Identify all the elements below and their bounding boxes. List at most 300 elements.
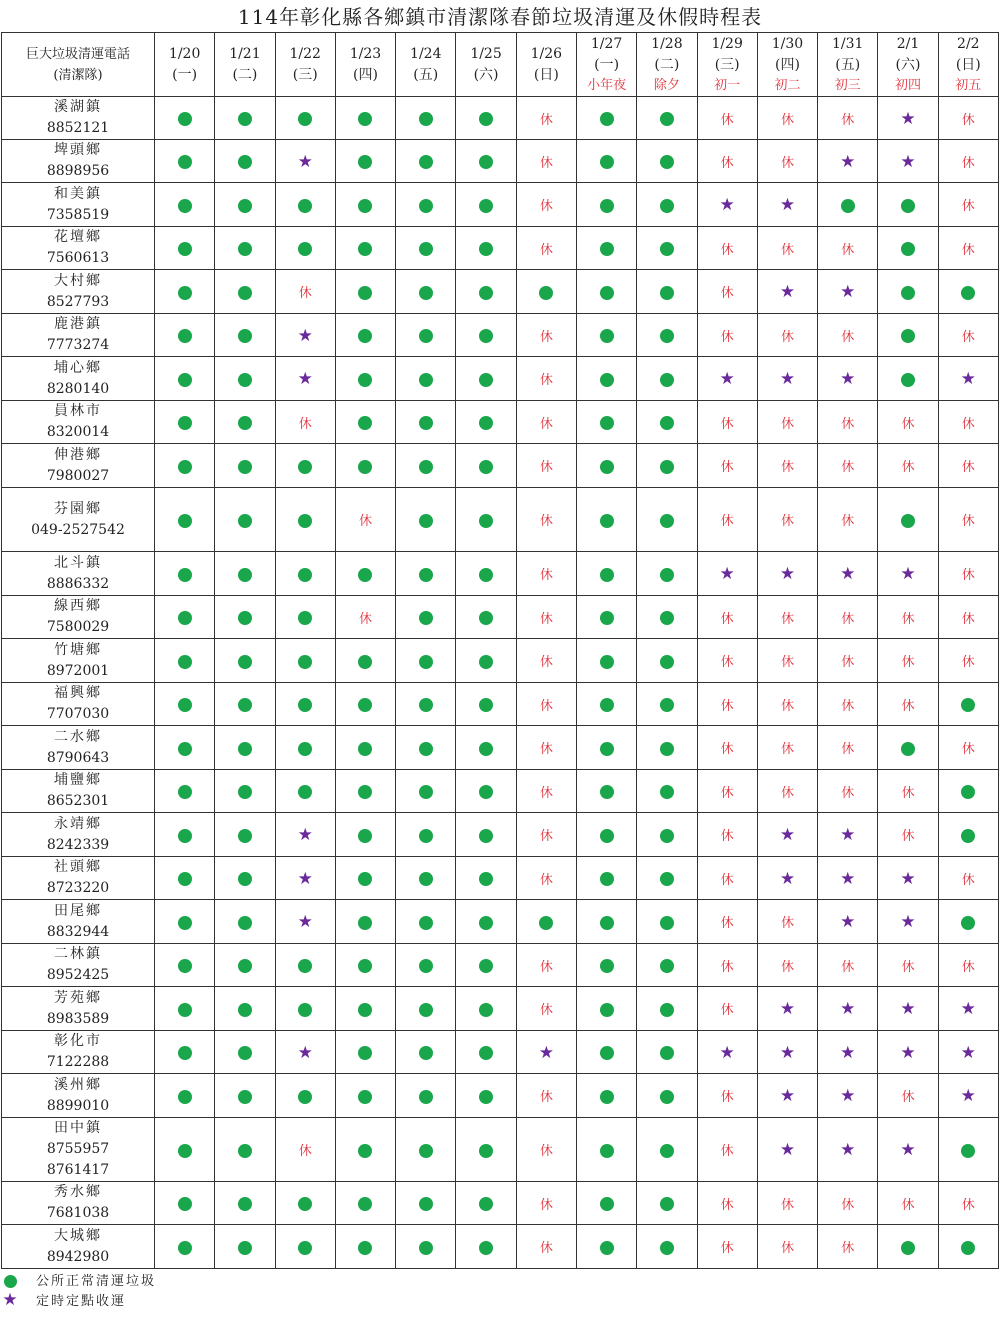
status-cell (637, 944, 697, 987)
dot-icon (600, 568, 614, 582)
dot-icon (4, 1275, 17, 1288)
rest-label: 休 (720, 872, 734, 888)
dot-icon (600, 829, 614, 843)
rest-label: 休 (720, 112, 734, 128)
status-cell (697, 488, 757, 552)
dot-icon (358, 959, 372, 973)
town-cell (2, 857, 155, 900)
status-cell (155, 227, 215, 270)
dot-icon (178, 611, 192, 625)
status-cell (516, 683, 576, 726)
status-cell (938, 1225, 998, 1269)
dot-icon (901, 329, 915, 343)
star-icon: ★ (840, 1140, 856, 1160)
status-cell (938, 639, 998, 683)
town-phone: 8852121 (46, 120, 110, 136)
town-name: 二林鎮 (54, 946, 102, 962)
status-cell (516, 444, 576, 488)
status-cell (576, 857, 636, 900)
town-name: 田中鎮 (54, 1120, 102, 1136)
status-cell (878, 270, 938, 314)
status-cell (938, 314, 998, 357)
status-cell (938, 401, 998, 444)
rest-label: 休 (961, 959, 975, 975)
status-cell (878, 1074, 938, 1118)
status-cell (878, 314, 938, 357)
status-cell (335, 97, 395, 140)
star-icon: ★ (2, 1290, 18, 1310)
status-cell (516, 1182, 576, 1225)
status-cell (576, 552, 636, 596)
rest-label: 休 (780, 1197, 794, 1213)
town-phone: 7580029 (46, 619, 110, 635)
town-cell (2, 314, 155, 357)
status-cell (697, 900, 757, 944)
star-icon: ★ (840, 912, 856, 932)
dot-icon (901, 199, 915, 213)
town-cell (2, 726, 155, 770)
status-cell (516, 183, 576, 227)
status-cell (757, 183, 817, 227)
star-icon: ★ (960, 1042, 976, 1063)
dot-icon (178, 568, 192, 582)
dot-icon (901, 286, 915, 300)
status-cell (456, 270, 516, 314)
header-date-label: 1/21 (229, 45, 261, 62)
status-cell (637, 183, 697, 227)
header-date-label: 1/28 (651, 36, 683, 52)
status-cell (335, 1182, 395, 1225)
rest-label: 休 (539, 514, 553, 529)
dot-icon (238, 199, 252, 213)
status-cell (215, 444, 275, 488)
status-cell (637, 444, 697, 488)
dot-icon (298, 742, 312, 756)
status-cell (938, 944, 998, 987)
status-cell (757, 987, 817, 1031)
status-cell (396, 1182, 456, 1225)
star-icon: ★ (779, 369, 796, 389)
town-row (2, 1118, 999, 1182)
status-cell (818, 900, 878, 944)
town-phone: 8899010 (46, 1097, 110, 1114)
header-date (456, 33, 516, 97)
legend-item (0, 1292, 300, 1312)
header-date-label: 1/29 (711, 36, 743, 52)
star-icon: ★ (719, 195, 735, 215)
star-icon: ★ (840, 868, 856, 889)
legend (0, 1272, 300, 1312)
status-cell (335, 813, 395, 857)
status-cell (335, 987, 395, 1031)
town-cell (2, 639, 155, 683)
status-cell (818, 1074, 878, 1118)
status-cell (818, 857, 878, 900)
dot-icon (238, 829, 252, 843)
status-cell (335, 1031, 395, 1074)
status-cell (456, 813, 516, 857)
star-icon: ★ (900, 151, 916, 172)
status-cell (335, 227, 395, 270)
legend-symbol (0, 1272, 20, 1292)
status-cell (818, 401, 878, 444)
rest-label: 休 (720, 514, 734, 529)
status-cell (757, 596, 817, 639)
status-cell (757, 1031, 817, 1074)
status-cell (275, 1031, 335, 1074)
status-cell (576, 813, 636, 857)
legend-text: 公所正常清運垃圾 (36, 1274, 157, 1289)
star-icon: ★ (900, 108, 916, 129)
status-cell (456, 314, 516, 357)
rest-label: 休 (358, 611, 372, 627)
rest-label: 休 (720, 416, 734, 432)
rest-label: 休 (901, 655, 915, 670)
dot-icon (238, 872, 252, 886)
status-cell (456, 1118, 516, 1182)
status-cell (215, 726, 275, 770)
status-cell (757, 444, 817, 488)
status-cell (576, 97, 636, 140)
star-icon: ★ (779, 825, 796, 845)
dot-icon (238, 1241, 252, 1255)
dot-icon (298, 1197, 312, 1211)
status-cell (878, 357, 938, 401)
dot-icon (479, 1090, 493, 1104)
town-phone: 7980027 (46, 467, 110, 484)
status-cell (155, 987, 215, 1031)
town-cell (2, 357, 155, 401)
dot-icon (479, 959, 493, 973)
status-cell (335, 444, 395, 488)
status-cell (516, 900, 576, 944)
dot-icon (358, 155, 372, 169)
town-row (2, 857, 999, 900)
rest-label: 休 (901, 959, 915, 975)
dot-icon (298, 698, 312, 712)
star-icon: ★ (779, 195, 796, 215)
town-cell (2, 683, 155, 726)
town-phone: 8972001 (46, 662, 110, 679)
rest-label: 休 (841, 1197, 855, 1213)
status-cell (818, 1225, 878, 1269)
town-phone: 8755957 (46, 1141, 110, 1157)
dot-icon (961, 916, 975, 930)
dot-icon (298, 514, 312, 528)
rest-label: 休 (901, 460, 915, 475)
dot-icon (178, 1241, 192, 1255)
rest-label: 休 (539, 829, 553, 844)
dot-icon (178, 1003, 192, 1017)
status-cell (757, 1074, 817, 1118)
dot-icon (600, 698, 614, 712)
dot-icon (419, 611, 433, 625)
town-cell (2, 813, 155, 857)
town-row (2, 813, 999, 857)
header-date-label: 1/27 (590, 36, 623, 52)
status-cell (757, 1182, 817, 1225)
dot-icon (178, 742, 192, 756)
status-cell (275, 357, 335, 401)
header-date (215, 33, 275, 97)
status-cell (818, 183, 878, 227)
dot-icon (479, 1197, 493, 1211)
dot-icon (298, 611, 312, 625)
status-cell (576, 1118, 636, 1182)
header-date (757, 33, 817, 97)
status-cell (155, 357, 215, 401)
status-cell (938, 270, 998, 314)
status-cell (576, 401, 636, 444)
rest-label: 休 (720, 1144, 734, 1159)
status-cell (637, 596, 697, 639)
status-cell (637, 1225, 697, 1269)
rest-label: 休 (539, 959, 553, 975)
dot-icon (298, 655, 312, 669)
star-icon: ★ (840, 1086, 856, 1106)
town-phone: 8527793 (46, 293, 110, 310)
status-cell (757, 488, 817, 552)
town-phone: 7773274 (46, 337, 110, 353)
dot-icon (238, 611, 252, 625)
town-phone: 7707030 (46, 706, 110, 722)
status-cell (516, 401, 576, 444)
dot-icon (479, 199, 493, 213)
status-cell (456, 1031, 516, 1074)
dot-icon (479, 568, 493, 582)
rest-label: 休 (901, 1197, 915, 1213)
dot-icon (298, 199, 312, 213)
star-icon: ★ (538, 1042, 554, 1063)
rest-label: 休 (720, 742, 734, 757)
rest-label: 休 (841, 785, 855, 801)
status-cell (938, 488, 998, 552)
dot-icon (178, 1090, 192, 1104)
header-day-of-week: (六) (895, 57, 921, 73)
status-cell (215, 227, 275, 270)
dot-icon (600, 1241, 614, 1255)
header-day-of-week: (四) (774, 57, 800, 73)
status-cell (818, 444, 878, 488)
header-holiday-note: 除夕 (653, 78, 680, 93)
status-cell (516, 1118, 576, 1182)
rest-label: 休 (961, 514, 975, 529)
status-cell (335, 1074, 395, 1118)
status-cell (757, 1225, 817, 1269)
dot-icon (901, 742, 915, 756)
status-cell (757, 857, 817, 900)
town-name: 芳苑鄉 (54, 989, 102, 1006)
dot-icon (238, 514, 252, 528)
town-cell (2, 900, 155, 944)
status-cell (396, 227, 456, 270)
dot-icon (358, 655, 372, 669)
status-cell (335, 857, 395, 900)
rest-label: 休 (539, 872, 553, 888)
status-cell (637, 270, 697, 314)
dot-icon (238, 416, 252, 430)
dot-icon (358, 1197, 372, 1211)
status-cell (757, 314, 817, 357)
dot-icon (238, 242, 252, 256)
dot-icon (600, 655, 614, 669)
rest-label: 休 (780, 155, 794, 171)
dot-icon (600, 286, 614, 300)
status-cell (155, 683, 215, 726)
header-holiday-note: 初四 (895, 78, 922, 93)
dot-icon (479, 1241, 493, 1255)
status-cell (516, 97, 576, 140)
rest-label: 休 (961, 112, 975, 128)
status-cell (335, 357, 395, 401)
status-cell (878, 1031, 938, 1074)
status-cell (516, 314, 576, 357)
status-cell (335, 639, 395, 683)
town-cell (2, 552, 155, 596)
rest-label: 休 (780, 1241, 794, 1256)
rest-label: 休 (961, 329, 975, 345)
header-holiday-note: 初五 (955, 78, 982, 93)
town-cell (2, 770, 155, 813)
status-cell (938, 1182, 998, 1225)
status-cell (275, 401, 335, 444)
town-name: 福興鄉 (54, 685, 102, 701)
rest-label: 休 (720, 242, 734, 258)
status-cell (155, 488, 215, 552)
status-cell (637, 1118, 697, 1182)
dot-icon (419, 242, 433, 256)
dot-icon (358, 416, 372, 430)
dot-icon (238, 1046, 252, 1060)
status-cell (637, 726, 697, 770)
header-contact (2, 33, 155, 97)
status-cell (818, 97, 878, 140)
dot-icon (419, 568, 433, 582)
status-cell (878, 444, 938, 488)
status-cell (335, 1225, 395, 1269)
dot-icon (358, 1003, 372, 1017)
dot-icon (358, 742, 372, 756)
rest-label: 休 (961, 1197, 975, 1213)
status-cell (697, 813, 757, 857)
star-icon: ★ (840, 564, 856, 584)
status-cell (697, 1031, 757, 1074)
status-cell (396, 357, 456, 401)
town-phone: 8280140 (46, 380, 110, 397)
dot-icon (660, 1241, 674, 1255)
status-cell (878, 97, 938, 140)
town-row (2, 1074, 999, 1118)
dot-icon (419, 655, 433, 669)
status-cell (275, 314, 335, 357)
status-cell (335, 1118, 395, 1182)
dot-icon (600, 514, 614, 528)
star-icon: ★ (960, 999, 976, 1019)
status-cell (155, 1118, 215, 1182)
header-date-label: 1/25 (470, 45, 502, 62)
status-cell (275, 488, 335, 552)
dot-icon (419, 329, 433, 343)
dot-icon (901, 514, 915, 528)
star-icon: ★ (297, 825, 313, 845)
status-cell (637, 401, 697, 444)
rest-label: 休 (780, 785, 794, 801)
rest-label: 休 (539, 460, 553, 475)
status-cell (938, 140, 998, 183)
rest-label: 休 (961, 655, 975, 670)
dot-icon (479, 242, 493, 256)
town-row (2, 401, 999, 444)
dot-icon (600, 611, 614, 625)
status-cell (516, 357, 576, 401)
dot-icon (660, 155, 674, 169)
status-cell (275, 1182, 335, 1225)
dot-icon (600, 872, 614, 886)
town-cell (2, 1118, 155, 1182)
status-cell (938, 726, 998, 770)
dot-icon (178, 959, 192, 973)
star-icon: ★ (840, 1042, 856, 1063)
dot-icon (479, 416, 493, 430)
star-icon: ★ (840, 282, 856, 302)
dot-icon (358, 829, 372, 843)
dot-icon (178, 1197, 192, 1211)
town-cell (2, 1074, 155, 1118)
town-phone: 7560613 (46, 250, 110, 266)
dot-icon (479, 373, 493, 387)
status-cell (878, 726, 938, 770)
town-phone: 8723220 (46, 880, 110, 896)
dot-icon (600, 959, 614, 973)
status-cell (335, 488, 395, 552)
dot-icon (358, 460, 372, 474)
status-cell (456, 639, 516, 683)
dot-icon (419, 742, 433, 756)
town-cell (2, 488, 155, 552)
dot-icon (600, 416, 614, 430)
town-name: 大村鄉 (54, 272, 102, 289)
status-cell (637, 987, 697, 1031)
dot-icon (178, 916, 192, 930)
status-cell (396, 444, 456, 488)
star-icon: ★ (719, 369, 735, 389)
rest-label: 休 (901, 416, 915, 432)
rest-label: 休 (720, 1197, 734, 1213)
town-name: 員林市 (54, 403, 102, 419)
header-date (818, 33, 878, 97)
dot-icon (479, 1144, 493, 1158)
dot-icon (358, 112, 372, 126)
status-cell (396, 270, 456, 314)
dot-icon (358, 698, 372, 712)
status-cell (275, 1074, 335, 1118)
dot-icon (660, 1144, 674, 1158)
status-cell (155, 944, 215, 987)
status-cell (637, 857, 697, 900)
dot-icon (298, 1003, 312, 1017)
status-cell (215, 401, 275, 444)
dot-icon (178, 460, 192, 474)
status-cell (396, 1074, 456, 1118)
dot-icon (238, 698, 252, 712)
header-day-of-week: (一) (172, 66, 198, 83)
header-day-of-week: (二) (654, 57, 680, 73)
status-cell (757, 357, 817, 401)
dot-icon (238, 112, 252, 126)
status-cell (576, 183, 636, 227)
status-cell (456, 1182, 516, 1225)
status-cell (697, 183, 757, 227)
